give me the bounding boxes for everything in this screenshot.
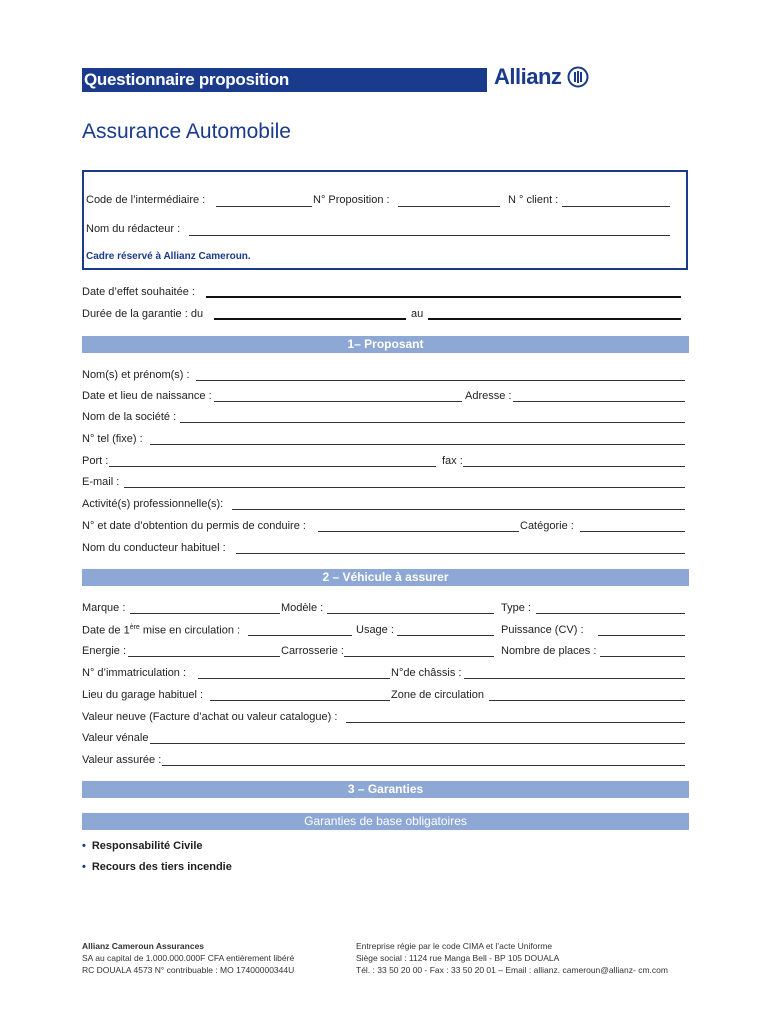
adresse-label: Adresse : <box>465 390 512 402</box>
categorie-field[interactable] <box>580 531 685 532</box>
societe-field[interactable] <box>180 422 685 423</box>
code-intermediaire-field[interactable] <box>216 206 312 207</box>
garantie-item: • Recours des tiers incendie <box>82 861 232 873</box>
footer-company-name: Allianz Cameroun Assurances <box>82 941 205 951</box>
activite-field[interactable] <box>232 509 685 510</box>
redacteur-label: Nom du rédacteur : <box>86 223 181 235</box>
fax-field[interactable] <box>463 466 685 467</box>
carrosserie-field[interactable] <box>344 656 494 657</box>
footer-address: Siège social : 1124 rue Manga Bell - BP 105 DOUALA <box>356 953 560 963</box>
places-field[interactable] <box>600 656 685 657</box>
footer-right <box>356 940 668 976</box>
page-title: Assurance Automobile <box>82 120 291 143</box>
client-label: N ° client : <box>508 194 559 206</box>
immatriculation-field[interactable] <box>198 678 390 679</box>
carrosserie-label: Carrosserie : <box>281 645 344 657</box>
activite-label: Activité(s) professionnelle(s): <box>82 498 224 510</box>
adresse-field[interactable] <box>513 401 685 402</box>
code-intermediaire-label: Code de l’intermédiaire : <box>86 194 206 206</box>
modele-field[interactable] <box>327 613 494 614</box>
zone-label: Zone de circulation <box>391 689 484 701</box>
naissance-field[interactable] <box>214 401 462 402</box>
energie-field[interactable] <box>128 656 280 657</box>
duree-label: Durée de la garantie : du <box>82 308 204 320</box>
allianz-eagle-icon <box>567 66 589 88</box>
footer-contact: Tél. : 33 50 20 00 - Fax : 33 50 20 01 – Email : allianz. cameroun@allianz- cm.com <box>356 965 668 975</box>
usage-label: Usage : <box>356 624 394 636</box>
type-label: Type : <box>501 602 531 614</box>
societe-label: Nom de la société : <box>82 411 177 423</box>
usage-field[interactable] <box>397 635 494 636</box>
fax-label: fax : <box>442 455 463 467</box>
puissance-field[interactable] <box>598 635 685 636</box>
footer-left <box>82 940 294 976</box>
conducteur-field[interactable] <box>236 553 685 554</box>
email-field[interactable] <box>124 487 685 488</box>
energie-label: Energie : <box>82 645 127 657</box>
valeur-neuve-field[interactable] <box>346 722 685 723</box>
document-header-title: Questionnaire proposition <box>84 70 290 89</box>
valeur-assuree-field[interactable] <box>162 765 685 766</box>
duree-au-field[interactable] <box>428 318 681 320</box>
nom-label: Nom(s) et prénom(s) : <box>82 369 190 381</box>
garage-label: Lieu du garage habituel : <box>82 689 204 701</box>
valeur-venale-field[interactable] <box>150 743 685 744</box>
allianz-logo <box>494 64 589 90</box>
garantie-item: • Responsabilité Civile <box>82 840 203 852</box>
valeur-venale-label: Valeur vénale <box>82 732 149 744</box>
nom-field[interactable] <box>196 380 685 381</box>
duree-du-field[interactable] <box>214 318 406 320</box>
categorie-label: Catégorie : <box>520 520 574 532</box>
date-effet-field[interactable] <box>206 296 681 298</box>
tel-field[interactable] <box>150 444 685 445</box>
bullet-icon: • <box>82 861 86 873</box>
marque-field[interactable] <box>130 613 280 614</box>
footer-regulation: Entreprise régie par le code CIMA et l’acte Uniforme <box>356 941 553 951</box>
chassis-label: N°de châssis : <box>391 667 462 679</box>
date-effet-label: Date d’effet souhaitée : <box>82 286 195 298</box>
chassis-field[interactable] <box>464 678 685 679</box>
conducteur-label: Nom du conducteur habituel : <box>82 542 226 554</box>
type-field[interactable] <box>536 613 685 614</box>
redacteur-field[interactable] <box>189 235 670 236</box>
footer-rc: RC DOUALA 4573 N° contribuable : MO 17400000344U <box>82 965 295 975</box>
email-label: E-mail : <box>82 476 120 488</box>
duree-au-label: au <box>411 308 424 320</box>
tel-label: N° tel (fixe) : <box>82 433 143 445</box>
mise-circulation-field[interactable] <box>248 635 352 636</box>
garage-field[interactable] <box>210 700 390 701</box>
section-vehicule-header: 2 – Véhicule à assurer <box>82 569 689 586</box>
garanties-base-header: Garanties de base obligatoires <box>82 813 689 830</box>
port-field[interactable] <box>109 466 436 467</box>
section-garanties-header: 3 – Garanties <box>82 781 689 798</box>
places-label: Nombre de places : <box>501 645 597 657</box>
client-field[interactable] <box>562 206 670 207</box>
permis-field[interactable] <box>318 531 519 532</box>
bullet-icon: • <box>82 840 86 852</box>
valeur-neuve-label: Valeur neuve (Facture d’achat ou valeur catalogue) : <box>82 711 338 723</box>
proposition-field[interactable] <box>398 206 500 207</box>
footer-capital: SA au capital de 1.000.000.000F CFA entièrement libéré <box>82 953 295 963</box>
puissance-label: Puissance (CV) : <box>501 624 584 636</box>
marque-label: Marque : <box>82 602 126 614</box>
modele-label: Modèle : <box>281 602 324 614</box>
logo-text: Allianz <box>494 64 562 89</box>
valeur-assuree-label: Valeur assurée : <box>82 754 162 766</box>
immatriculation-label: N° d’immatriculation : <box>82 667 187 679</box>
section-proposant-header: 1– Proposant <box>82 336 689 353</box>
mise-circulation-label: Date de 1ère mise en circulation : <box>82 624 241 637</box>
naissance-label: Date et lieu de naissance : <box>82 390 212 402</box>
permis-label: N° et date d’obtention du permis de conduire : <box>82 520 306 532</box>
reserved-note: Cadre réservé à Allianz Cameroun. <box>86 251 251 262</box>
proposition-label: N° Proposition : <box>313 194 390 206</box>
zone-field[interactable] <box>489 700 685 701</box>
port-label: Port : <box>82 455 109 467</box>
